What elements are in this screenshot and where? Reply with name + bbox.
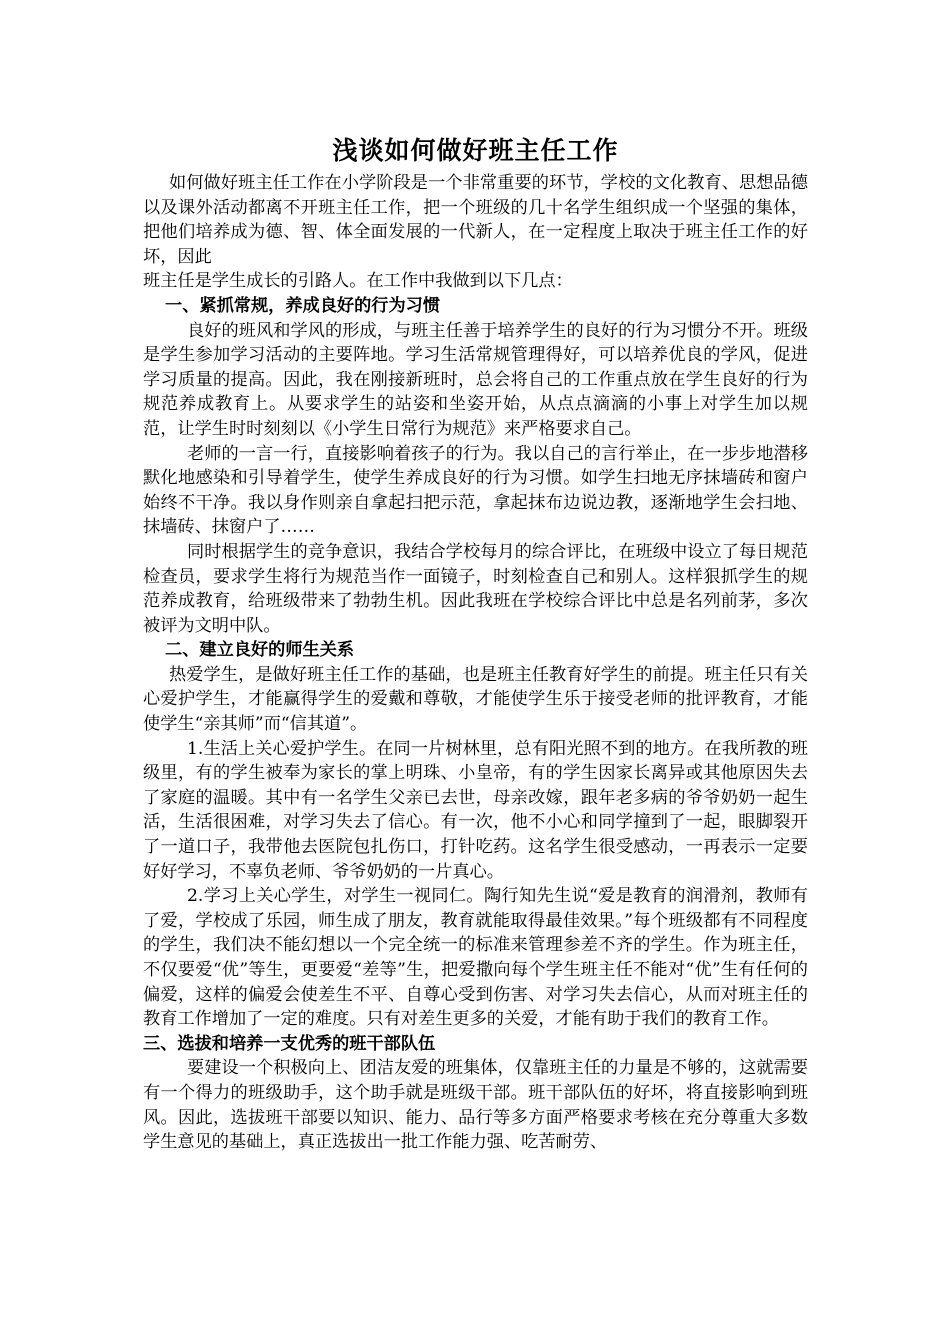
section-3-paragraph-1: 要建设一个积极向上、团洁友爱的班集体，仅靠班主任的力量是不够的，这就需要有一个得力的班级助手，这个助手就是班级干部。班干部队伍的好坏，将直接影响到班风。因此，选拔班干部要以知识、能力、品行等多方面严格要求考核在充分尊重大多数学生意见的基础上，真正选拔出一批工作能力强、吃苦耐劳、 — [143, 1058, 808, 1153]
section-1-paragraph-3: 同时根据学生的竞争意识，我结合学校每月的综合评比，在班级中设立了每日规范检查员，要求学生将行为规范当作一面镜子，时刻检查自己和别人。这样狠抓学生的规范养成教育，给班级带来了勃勃生机。因此我班在学校综合评比中总是名列前茅，多次被评为文明中队。 — [143, 541, 808, 636]
section-3-heading: 三、选拔和培养一支优秀的班干部队伍 — [143, 1033, 436, 1054]
intro-paragraph: 如何做好班主任工作在小学阶段是一个非常重要的环节，学校的文化教育、思想品德以及课外活动都离不开班主任工作，把一个班级的几十名学生组织成一个坚强的集体，把他们培养成为德、智、体全面发展的一代新人，在一定程度上取决于班主任工作的好坏，因此 — [143, 173, 808, 267]
section-2-paragraph-3: 2.学习上关心学生，对学生一视同仁。陶行知先生说“爱是教育的润滑剂，教师有了爱，学校成了乐园，师生成了朋友，教育就能取得最佳效果。”每个班级都有不同程度的学生，我们决不能幻想以一个完全统一的标准来管理参差不齐的学生。作为班主任，不仅要爱“优”等生，更要爱“差等”生，把爱撒向每个学生班主任不能对“优”生有任何的偏爱，这样的偏爱会使差生不平、自尊心受到伤害、对学习失去信心，从而对班主任的教育工作增加了一定的难度。只有对差生更多的关爱，才能有助于我们的教育工作。 — [143, 886, 808, 1030]
section-1-paragraph-1: 良好的班风和学风的形成，与班主任善于培养学生的良好的行为习惯分不开。班级是学生参加学习活动的主要阵地。学习生活常规管理得好，可以培养优良的学风，促进学习质量的提高。因此，我在刚接新班时，总会将自己的工作重点放在学生良好的行为规范养成教育上。从要求学生的站姿和坐姿开始，从点点滴滴的小事上对学生加以规范，让学生时时刻刻以《小学生日常行为规范》来严格要求自己。 — [143, 320, 808, 439]
document-page — [143, 133, 808, 1155]
section-1-paragraph-2: 老师的一言一行，直接影响着孩子的行为。我以自己的言行举止，在一步步地潜移默化地感染和引导着学生，使学生养成良好的行为习惯。如学生扫地无序抹墙砖和窗户始终不干净。我以身作则亲自拿起扫把示范，拿起抹布边说边教，逐渐地学生会扫地、抹墙砖、抹窗户了…… — [143, 443, 808, 538]
section-1-heading: 一、紧抓常规，养成良好的行为习惯 — [165, 295, 441, 316]
section-2-heading: 二、建立良好的师生关系 — [165, 640, 355, 661]
section-2-paragraph-2: 1.生活上关心爱护学生。在同一片树林里，总有阳光照不到的地方。在我所教的班级里，有的学生被奉为家长的掌上明珠、小皇帝，有的学生因家长离异或其他原因失去了家庭的温暖。其中有一名学生父亲已去世，母亲改嫁，跟年老多病的爷爷奶奶一起生活，生活很困难，对学习失去了信心。有一次，他不小心和同学撞到了一起，眼脚裂开了一道口子，我带他去医院包扎伤口，打针吃药。这名学生很受感动，一再表示一定要好好学习，不辜负老师、爷爷奶奶的一片真心。 — [143, 738, 808, 882]
section-2-paragraph-1: 热爱学生，是做好班主任工作的基础，也是班主任教育好学生的前提。班主任只有关心爱护学生，才能赢得学生的爱戴和尊敬，才能使学生乐于接受老师的批评教育，才能使学生“亲其师”而“信其道”。 — [143, 664, 808, 735]
intro-paragraph-continued: 班主任是学生成长的引路人。在工作中我做到以下几点： — [143, 271, 573, 292]
document-title: 浅谈如何做好班主任工作 — [332, 136, 619, 165]
